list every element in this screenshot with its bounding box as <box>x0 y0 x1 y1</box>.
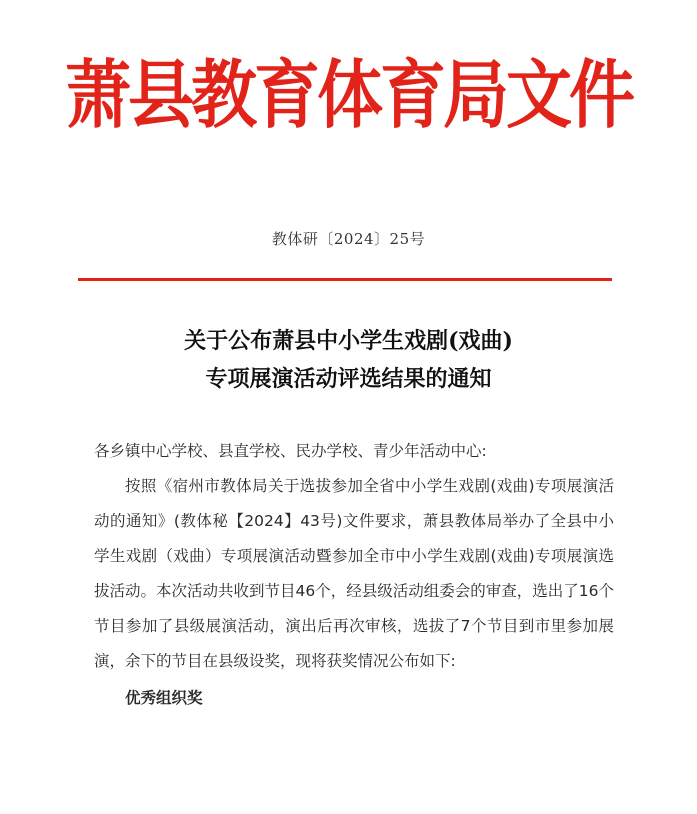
letterhead-title: 萧县教育体育局文件 <box>65 51 632 139</box>
red-divider-line <box>78 278 612 281</box>
section-heading-organization-award: 优秀组织奖 <box>125 689 203 707</box>
document-title-line-2: 专项展演活动评选结果的通知 <box>205 366 492 392</box>
body-paragraph: 按照《宿州市教体局关于选拔参加全省中小学生戏剧(戏曲)专项展演活动的通知》(教体秘【2024】43号)文件要求，萧县教体局举办了全县中小学生戏剧（戏曲）专项展演活动暨参加全市中小学生戏剧(戏曲)专项展演选拔活动。本次活动共收到节目46个，经县级活动组委会的审查，选出了16个节目参加了县级展演活动，演出后再次审核，选拔了7个节目到市里参加展演，余下的节目在县级设奖，现将获奖情况公布如下: <box>94 477 614 670</box>
salutation: 各乡镇中心学校、县直学校、民办学校、青少年活动中心: <box>94 442 487 460</box>
document-body <box>94 434 614 716</box>
document-title-line-1: 关于公布萧县中小学生戏剧(戏曲) <box>184 328 513 354</box>
document-number: 教体研〔2024〕25号 <box>271 230 426 248</box>
document-title <box>0 322 697 398</box>
